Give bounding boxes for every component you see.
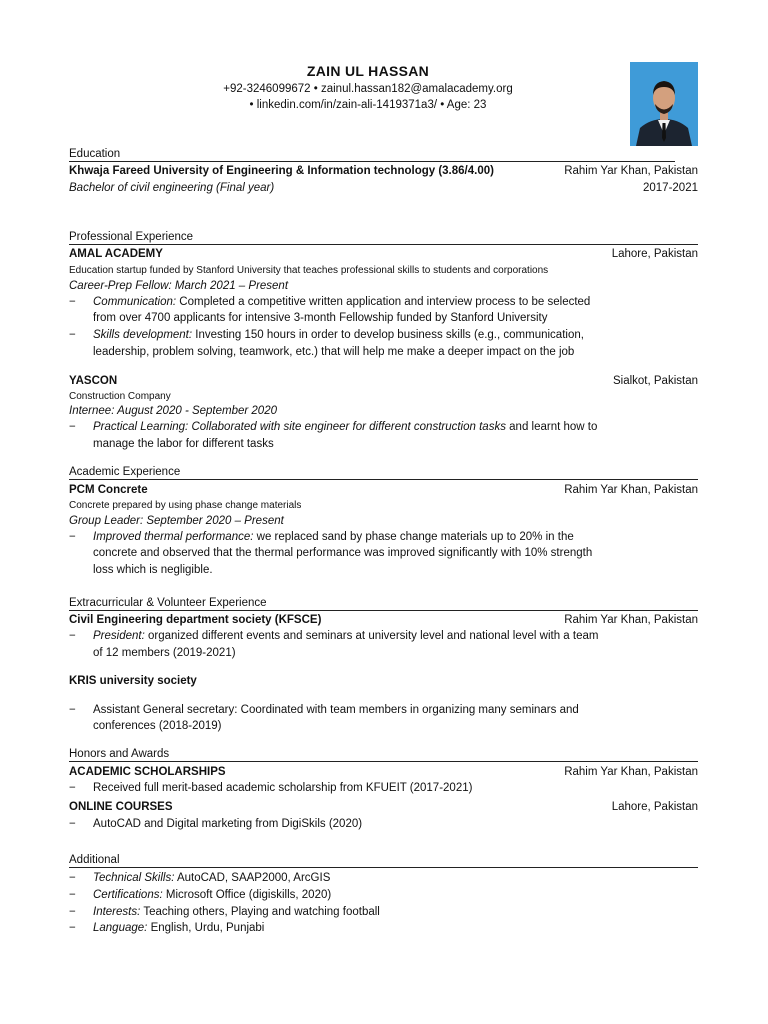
bullet-text-cont: loss which is negligible. [93,564,213,576]
section-heading-additional: Additional [69,854,698,868]
award-scholarships-location: Rahim Yar Khan, Pakistan [564,766,698,778]
bullet-dash: − [69,630,76,642]
award-online-courses-location: Lahore, Pakistan [611,801,698,813]
org-yascon: YASCON [69,375,118,387]
bullet-president [93,630,598,642]
award-scholarships: ACADEMIC SCHOLARSHIPS [69,766,226,778]
bullet-dash: − [69,421,76,433]
bullet-skills-development [93,329,584,341]
section-heading-honors: Honors and Awards [69,748,698,762]
bullet-label: Skills development: [93,329,193,341]
bullet-label: Communication: [93,296,177,308]
bullet-dash: − [69,531,76,543]
candidate-name: ZAIN UL HASSAN [306,63,430,79]
bullet-text: organized different events and seminars at university level and national level with a team [147,630,599,642]
bullet-text-cont: concrete and observed that the thermal performance was improved significantly with 10% strength [93,547,593,559]
bullet-text-cont: from over 4700 applicants for intensive 3-month Fellowship funded by Stanford University [93,312,548,324]
bullet-dash: − [69,906,76,918]
org-amal-description: Education startup funded by Stanford University that teaches professional skills to students and corporations [69,265,549,276]
bullet-dash: − [69,782,76,794]
org-kris-society: KRIS university society [69,675,197,687]
additional-item [93,872,330,884]
profile-photo [630,62,698,146]
bullet-text-cont: conferences (2018-2019) [93,720,222,732]
bullet-dash: − [69,872,76,884]
bullet-scholarship: Received full merit-based academic scholarship from KFUEIT (2017-2021) [93,782,473,794]
project-location: Rahim Yar Khan, Pakistan [564,484,698,496]
bullet-dash: − [69,818,76,830]
contact-line-2: • linkedin.com/in/zain-ali-1419371a3/ • Age: 23 [249,99,487,111]
org-kfsce: Civil Engineering department society (KFSCE) [69,614,322,626]
additional-item [93,906,380,918]
bullet-practical-learning [93,421,597,433]
org-yascon-role: Internee: August 2020 - September 2020 [69,405,277,417]
additional-label: Certifications: [93,889,163,901]
additional-item [93,889,331,901]
bullet-text: Investing 150 hours in order to develop business skills (e.g., communication, [195,329,584,341]
bullet-dash: − [69,922,76,934]
education-degree: Bachelor of civil engineering (Final year) [69,182,275,194]
bullet-label: President: [93,630,145,642]
section-heading-extracurricular: Extracurricular & Volunteer Experience [69,597,698,611]
contact-line-1: +92-3246099672 • zainul.hassan182@amalacademy.org [223,83,513,95]
bullet-communication [93,296,590,308]
bullet-dash: − [69,296,76,308]
education-location: Rahim Yar Khan, Pakistan [564,165,698,177]
org-amal-location: Lahore, Pakistan [611,248,698,260]
additional-text: AutoCAD, SAAP2000, ArcGIS [176,872,331,884]
org-amal-role: Career-Prep Fellow: March 2021 – Present [69,280,289,292]
bullet-text: Completed a competitive written application and interview process to be selected [179,296,591,308]
additional-text: Microsoft Office (digiskills, 2020) [165,889,332,901]
additional-item [93,922,264,934]
project-role: Group Leader: September 2020 – Present [69,515,284,527]
bullet-dash: − [69,329,76,341]
section-heading-academic: Academic Experience [69,466,698,480]
additional-label: Language: [93,922,148,934]
org-yascon-description: Construction Company [69,391,171,402]
additional-text: Teaching others, Playing and watching football [143,906,380,918]
project-pcm-concrete: PCM Concrete [69,484,148,496]
org-amal-academy: AMAL ACADEMY [69,248,163,260]
section-heading-education: Education [69,148,675,162]
org-kfsce-location: Rahim Yar Khan, Pakistan [564,614,698,626]
bullet-text: and learnt how to [509,421,598,433]
bullet-general-secretary: Assistant General secretary: Coordinated with team members in organizing many seminars and [93,704,579,716]
education-school: Khwaja Fareed University of Engineering & Information technology (3.86/4.00) [69,165,494,177]
project-description: Concrete prepared by using phase change materials [69,500,302,511]
bullet-text: we replaced sand by phase change materials up to 20% in the [256,531,574,543]
bullet-text-cont: leadership, problem solving, teamwork, etc.) that will help me make a deeper impact on the job [93,346,575,358]
bullet-dash: − [69,889,76,901]
bullet-label: Practical Learning: Collaborated with site engineer for different construction tasks [93,421,506,433]
bullet-text-cont: manage the labor for different tasks [93,438,274,450]
org-yascon-location: Sialkot, Pakistan [612,375,698,387]
section-heading-professional: Professional Experience [69,231,698,245]
award-online-courses: ONLINE COURSES [69,801,173,813]
additional-label: Interests: [93,906,141,918]
bullet-online-courses: AutoCAD and Digital marketing from DigiSkils (2020) [93,818,363,830]
additional-text: English, Urdu, Punjabi [150,922,265,934]
education-years: 2017-2021 [643,182,698,194]
additional-label: Technical Skills: [93,872,175,884]
bullet-thermal-performance [93,531,574,543]
bullet-text-cont: of 12 members (2019-2021) [93,647,236,659]
bullet-label: Improved thermal performance: [93,531,254,543]
bullet-dash: − [69,704,76,716]
